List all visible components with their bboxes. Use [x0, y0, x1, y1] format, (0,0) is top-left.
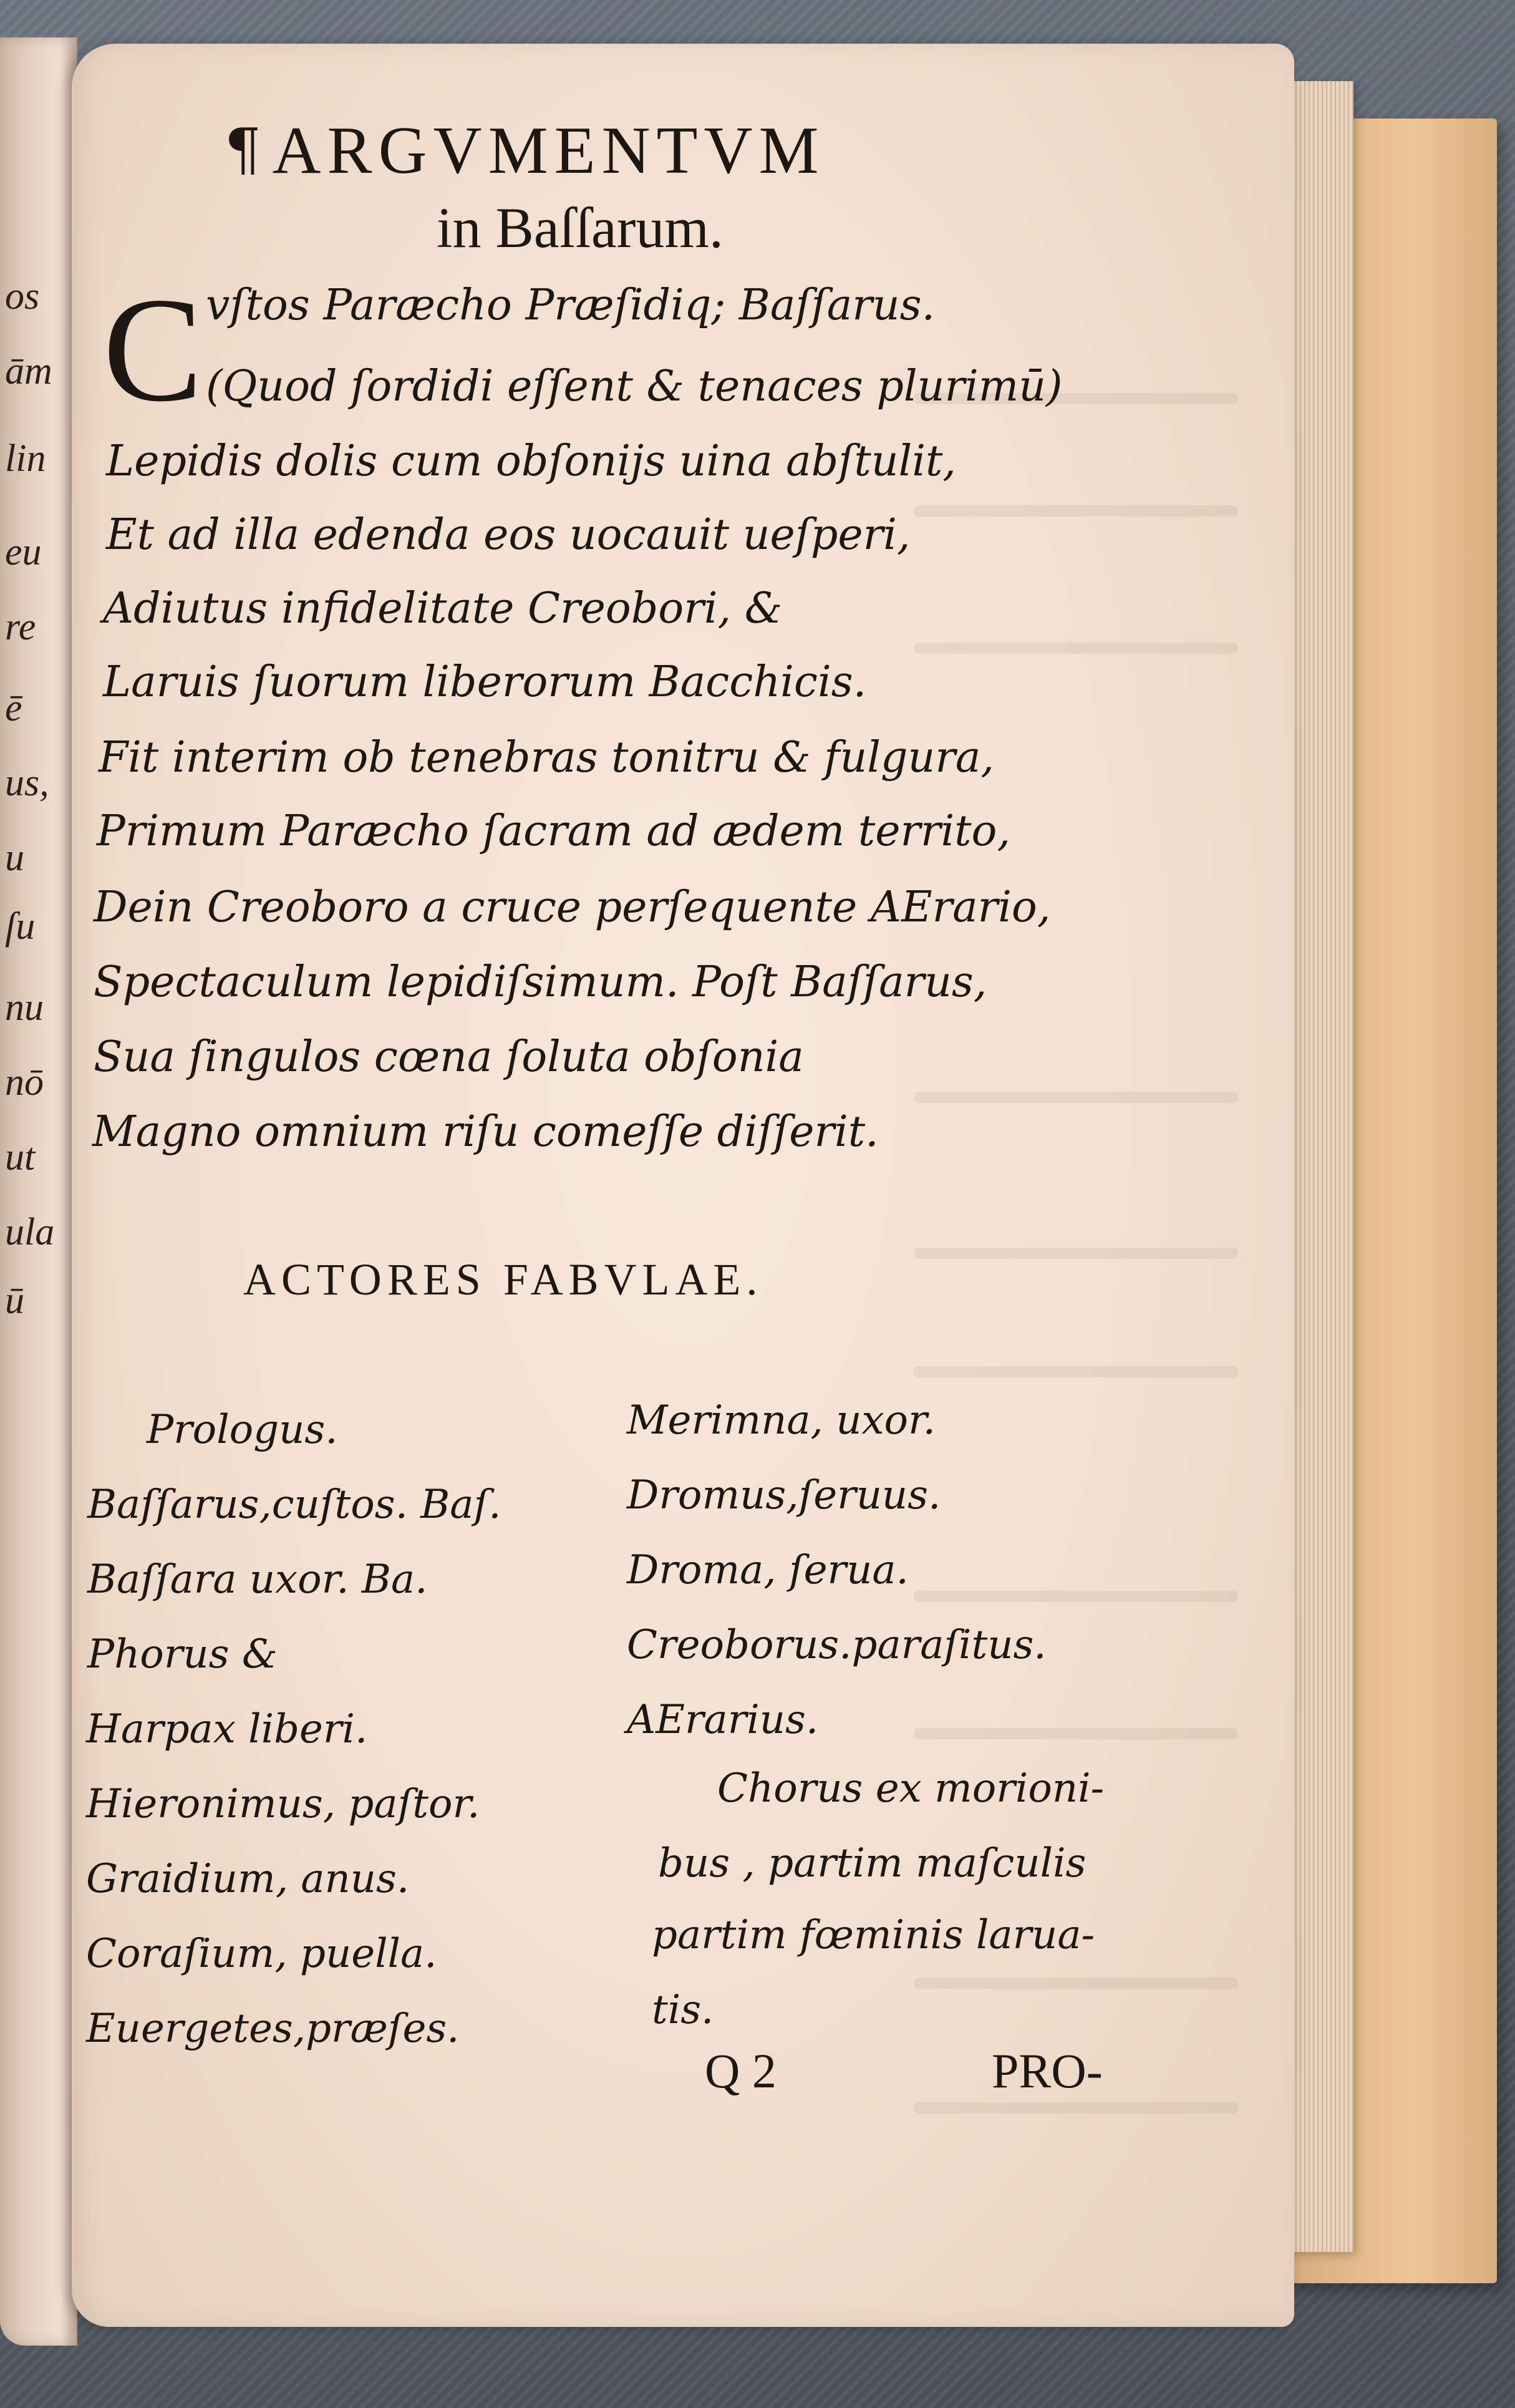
argument-line: Fit interim ob tenebras tonitru & fulgura,: [99, 733, 995, 782]
cast-left-item: Baſſarus,cuſtos. Baſ.: [87, 1482, 501, 1528]
left-page-fragment: ula: [5, 1211, 55, 1253]
drop-cap-initial: C: [103, 266, 203, 432]
page-title-text: ARGVMENTVM: [272, 114, 825, 188]
argument-line: Et ad illa edenda eos uocauit ueſperi,: [106, 510, 911, 560]
argument-line: Magno omnium riſu comeſſe diſſerit.: [92, 1107, 879, 1157]
cast-right-item: Droma, ſerua.: [627, 1547, 909, 1593]
left-page-fragment: nu: [5, 986, 44, 1029]
cast-right-item: Creoborus.paraſitus.: [627, 1622, 1047, 1668]
show-through-line: [914, 1092, 1238, 1103]
catchword: PRO-: [992, 2044, 1103, 2098]
show-through-line: [914, 643, 1238, 654]
pilcrow-mark: ¶: [225, 116, 268, 183]
argument-line: Sua ſingulos cœna ſoluta obſonia: [94, 1032, 804, 1082]
argument-line: (Quod ſordidi eſſent & tenaces plurimū): [206, 362, 1063, 411]
show-through-line: [914, 1728, 1238, 1739]
cast-left-item: Coraſium, puella.: [86, 1931, 437, 1977]
argument-line: Dein Creoboro a cruce perſequente AErario,: [94, 883, 1051, 932]
chorus-line: Chorus ex morioni-: [717, 1765, 1105, 1812]
left-page-fragment: ē: [5, 687, 22, 729]
left-page-fragment: us,: [5, 762, 49, 804]
show-through-line: [914, 1248, 1238, 1259]
signature-mark: Q 2: [705, 2044, 777, 2098]
left-page-fragment: nō: [5, 1061, 44, 1104]
left-page-fragment: os: [5, 275, 40, 318]
argument-line: Laruis ſuorum liberorum Bacchicis.: [103, 658, 867, 707]
left-page-fragment: ām: [5, 350, 52, 392]
cast-left-item: Baſſara uxor. Ba.: [87, 1556, 428, 1603]
left-page-fragment: re: [5, 606, 36, 648]
cast-right-item: Dromus,ſeruus.: [627, 1472, 941, 1518]
argument-line: Spectaculum lepidiſsimum. Poſt Baſſarus,: [94, 958, 987, 1007]
left-page-fragment: ut: [5, 1136, 36, 1178]
cast-left-item: Prologus.: [147, 1407, 338, 1453]
show-through-line: [914, 505, 1238, 517]
left-page-fragment: eu: [5, 531, 42, 573]
left-page-fragment: lin: [5, 437, 46, 480]
show-through-line: [914, 1591, 1238, 1602]
cast-left-item: Phorus &: [87, 1631, 278, 1677]
cast-left-item: Graidium, anus.: [86, 1856, 410, 1902]
cast-right-item: AErarius.: [627, 1697, 819, 1743]
argument-line: Adiutus infidelitate Creobori, &: [103, 584, 783, 633]
chorus-line: partim fœminis larua-: [652, 1912, 1095, 1958]
argument-line: Lepidis dolis cum obſonijs uina abſtulit,: [106, 437, 956, 486]
cast-left-item: Euergetes,præſes.: [86, 2006, 460, 2052]
page-subtitle: in Baſſarum.: [437, 196, 724, 260]
chorus-line: tis.: [652, 1987, 714, 2033]
show-through-line: [914, 1978, 1238, 1989]
cast-right-item: Merimna, uxor.: [627, 1397, 936, 1444]
argument-line: Primum Paræcho ſacram ad ædem territo,: [97, 807, 1011, 856]
page-title: [225, 112, 825, 190]
cast-left-item: Harpax liberi.: [86, 1706, 368, 1752]
left-page-fragment: ſu: [5, 905, 36, 948]
cast-heading: ACTORES FABVLAE.: [243, 1255, 763, 1304]
show-through-line: [914, 1366, 1238, 1377]
cast-left-item: Hieronimus, paſtor.: [86, 1781, 480, 1827]
left-page-sliver: [0, 37, 77, 2346]
chorus-line: bus , partim maſculis: [658, 1840, 1087, 1886]
left-page-fragment: ū: [5, 1279, 24, 1322]
left-page-fragment: u: [5, 837, 24, 879]
argument-line: vſtos Paræcho Præſidiq; Baſſarus.: [206, 281, 936, 330]
show-through-line: [914, 2102, 1238, 2114]
